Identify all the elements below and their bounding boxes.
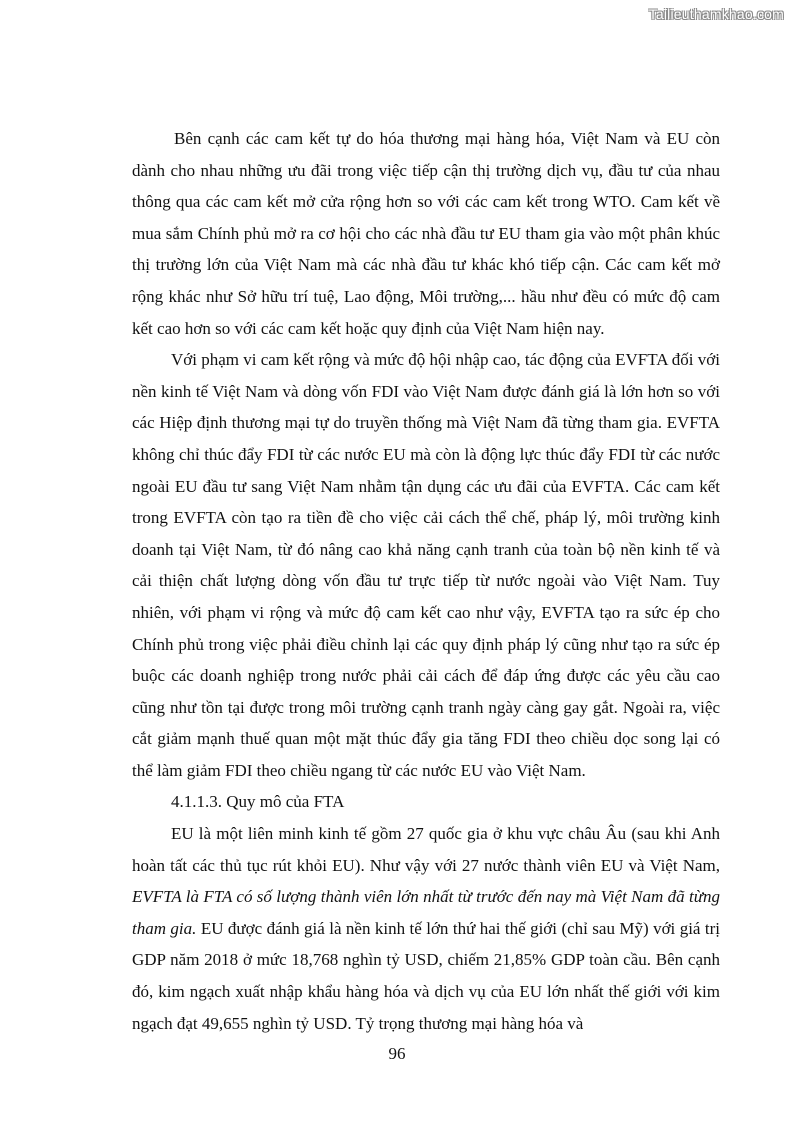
- page-number: 96: [388, 1044, 406, 1063]
- document-body: [132, 123, 720, 1039]
- paragraph-3-start: EU là một liên minh kinh tế gồm 27 quốc gia ở khu vực châu Âu (sau khi Anh hoàn tất các thủ tục rút khỏi EU). Như vậy với 27 nước thành viên EU và Việt Nam,: [132, 824, 720, 875]
- paragraph-3-italic: EVFTA là FTA có số lượng thành viên lớn nhất từ trước đến nay mà Việt Nam đã từng tham gia.: [132, 887, 720, 938]
- watermark-text: Tailieuthamkhao.com: [648, 6, 784, 22]
- paragraph-2: Với phạm vi cam kết rộng và mức độ hội nhập cao, tác động của EVFTA đối với nền kinh tế Việt Nam và dòng vốn FDI vào Việt Nam được đánh giá là lớn hơn so với các Hiệp định thương mại tự do truyền thống mà Việt Nam đã từng tham gia. EVFTA không chỉ thúc đẩy FDI từ các nước EU mà còn là động lực thúc đẩy FDI từ các nước ngoài EU đầu tư sang Việt Nam nhằm tận dụng các ưu đãi của EVFTA. Các cam kết trong EVFTA còn tạo ra tiền đề cho việc cải cách thể chế, pháp lý, môi trường kinh doanh tại Việt Nam, từ đó nâng cao khả năng cạnh tranh của toàn bộ nền kinh tế và cải thiện chất lượng dòng vốn đầu tư trực tiếp từ nước ngoài vào Việt Nam. Tuy nhiên, với phạm vi rộng và mức độ cam kết cao như vậy, EVFTA tạo ra sức ép cho Chính phủ trong việc phải điều chỉnh lại các quy định pháp lý cũng như tạo ra sức ép buộc các doanh nghiệp trong nước phải cải cách để đáp ứng được các yêu cầu cao cũng như tồn tại được trong môi trường cạnh tranh ngày càng gay gắt. Ngoài ra, việc cắt giảm mạnh thuế quan một mặt thúc đẩy gia tăng FDI theo chiều dọc song lại có thể làm giảm FDI theo chiều ngang từ các nước EU vào Việt Nam.: [132, 350, 720, 780]
- paragraph-3: [132, 818, 720, 1039]
- paragraph-1: Bên cạnh các cam kết tự do hóa thương mại hàng hóa, Việt Nam và EU còn dành cho nhau những ưu đãi trong việc tiếp cận thị trường dịch vụ, đầu tư của nhau thông qua các cam kết mở cửa rộng hơn so với các cam kết trong WTO. Cam kết về mua sắm Chính phủ mở ra cơ hội cho các nhà đầu tư EU tham gia vào một phân khúc thị trường lớn của Việt Nam mà các nhà đầu tư khác khó tiếp cận. Các cam kết mở rộng khác như Sở hữu trí tuệ, Lao động, Môi trường,... hầu như đều có mức độ cam kết cao hơn so với các cam kết hoặc quy định của Việt Nam hiện nay.: [132, 129, 720, 338]
- paragraph-3-end: EU được đánh giá là nền kinh tế lớn thứ hai thế giới (chỉ sau Mỹ) với giá trị GDP năm 2018 ở mức 18,768 nghìn tỷ USD, chiếm 21,85% GDP toàn cầu. Bên cạnh đó, kim ngạch xuất nhập khẩu hàng hóa và dịch vụ của EU lớn nhất thế giới với kim ngạch đạt 49,655 nghìn tỷ USD. Tỷ trọng thương mại hàng hóa và: [132, 918, 721, 1033]
- section-heading: 4.1.1.3. Quy mô của FTA: [171, 792, 345, 812]
